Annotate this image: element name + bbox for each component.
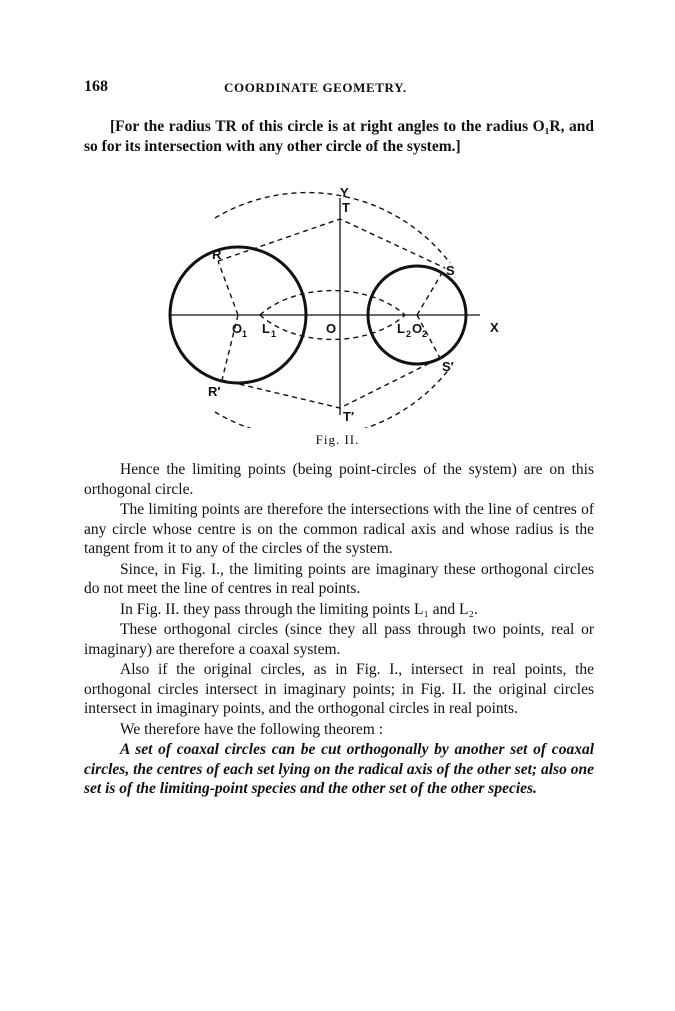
- orthogonal-arc-top: [215, 193, 450, 263]
- intro-paragraph: [For the radius TR of this circle is at right angles to the radius O₁R, and so for its intersection with any other circle of the system.]: [84, 118, 594, 155]
- label-o2-sub: 2: [422, 329, 428, 339]
- label-o1: O: [232, 321, 243, 336]
- label-l2: L: [397, 321, 405, 336]
- label-r: R: [212, 247, 222, 262]
- tangent-lines-bottom: [222, 358, 440, 408]
- radius-o2-s: [417, 268, 445, 315]
- small-orthogonal-top: [260, 291, 405, 315]
- page-number: 168: [84, 78, 108, 95]
- paragraph-7: We therefore have the following theorem :: [120, 720, 384, 738]
- label-l1: L: [262, 321, 270, 336]
- label-s-prime: S′: [442, 359, 454, 374]
- theorem: A set of coaxal circles can be cut orthogonally by another set of coaxal circles, the centres of each set lying on the radical axis of the other set; also one set is of the limiting-point species and the other set of the other species.: [84, 741, 594, 797]
- paragraph-4: In Fig. II. they pass through the limiting points L₁ and L₂.: [120, 600, 478, 618]
- page-header: [84, 78, 604, 100]
- figure-coaxal-circles: [150, 183, 530, 428]
- label-o2: O: [412, 321, 423, 336]
- label-t: T: [342, 200, 350, 215]
- label-y: Y: [340, 185, 349, 200]
- paragraph-1: Hence the limiting points (being point-circles of the system) are on this orthogonal circle.: [84, 461, 594, 498]
- radius-o1-r: [218, 261, 238, 315]
- label-o1-sub: 1: [242, 329, 248, 339]
- label-r-prime: R′: [208, 384, 221, 399]
- running-title: COORDINATE GEOMETRY.: [224, 80, 407, 95]
- label-l2-sub: 2: [406, 329, 412, 339]
- intro-paragraph-block: [84, 117, 594, 156]
- paragraph-3: Since, in Fig. I., the limiting points are imaginary these orthogonal circles do not meet the line of centres in real points.: [84, 560, 594, 597]
- paragraph-6: Also if the original circles, as in Fig. I., intersect in real points, the orthogonal circles intersect in imaginary points; in Fig. II. the original circles intersect in imaginary points, and the orthogonal circles in real points.: [84, 661, 594, 717]
- label-t-prime: T′: [343, 409, 355, 424]
- orthogonal-arc-bottom: [215, 368, 450, 428]
- label-l1-sub: 1: [271, 329, 277, 339]
- paragraph-2: The limiting points are therefore the intersections with the line of centres of any circle whose centre is on the common radical axis and whose radius is the tangent from it to any of the circles of the system.: [84, 501, 594, 557]
- paragraph-5: These orthogonal circles (since they all pass through two points, real or imaginary) are therefore a coaxal system.: [84, 621, 594, 658]
- label-o: O: [326, 321, 337, 336]
- label-x: X: [490, 320, 499, 335]
- figure-caption: Fig. II.: [315, 432, 360, 447]
- label-s: S: [446, 263, 455, 278]
- main-text: [84, 460, 594, 800]
- figure-svg: [150, 183, 530, 428]
